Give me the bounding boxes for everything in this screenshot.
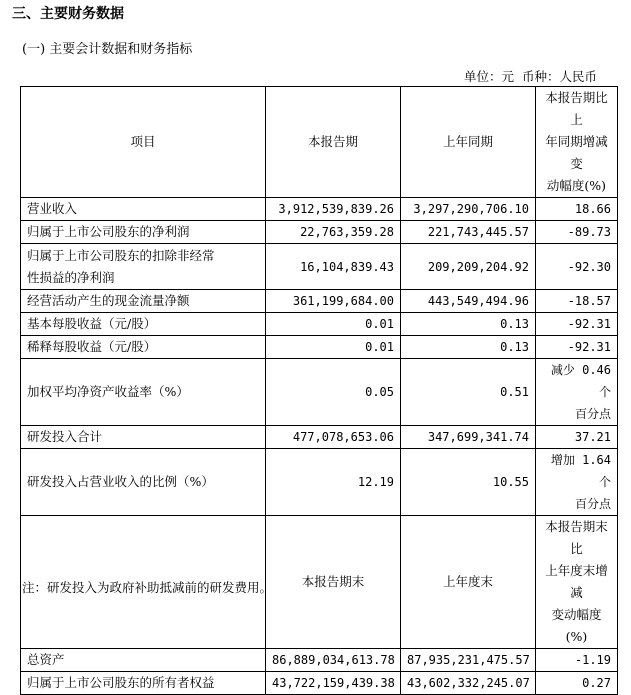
change-value (536, 221, 618, 244)
previous-value: 10.55 (401, 449, 536, 516)
change-value-line: 18.66 (574, 202, 611, 216)
change-value (536, 336, 618, 359)
change-value-line: 百分点 (574, 497, 611, 511)
row-label-line: 性损益的净利润 (27, 269, 115, 285)
current-value: 0.01 (266, 313, 401, 336)
table-row (21, 672, 618, 695)
change-value-line: 减少 0.46 个 (550, 363, 611, 399)
current-value: 477,078,653.06 (266, 426, 401, 449)
row-label (21, 336, 266, 359)
row-label (21, 359, 266, 426)
header-change-pct-period-end (536, 516, 618, 649)
change-value-line: -1.19 (574, 653, 611, 667)
row-label (21, 313, 266, 336)
current-value: 361,199,684.00 (266, 290, 401, 313)
change-value-line: -92.31 (567, 340, 611, 354)
row-label-line: 归属于上市公司股东的扣除非经常 (27, 247, 215, 263)
table-row (21, 336, 618, 359)
row-label-line: 营业收入 (27, 201, 78, 216)
row-label-line: 归属于上市公司股东的所有者权益 (27, 675, 215, 690)
section-title: 三、主要财务数据 (12, 6, 124, 22)
header-previous-year-end: 上年度末 (401, 516, 536, 649)
table-row (21, 359, 618, 426)
unit-currency-line: 单位：元 币种：人民币 (464, 69, 597, 84)
row-label (21, 426, 266, 449)
header-change-line: 上年度末增减 (545, 563, 608, 600)
row-label (21, 672, 266, 695)
change-value (536, 290, 618, 313)
change-value-line: -18.57 (567, 294, 611, 308)
change-value-line: 37.21 (574, 430, 611, 444)
row-label (21, 649, 266, 672)
change-value-line: -92.31 (567, 317, 611, 331)
current-value: 12.19 (266, 449, 401, 516)
row-label-line: 稀释每股收益（元/股） (27, 339, 157, 354)
row-label-line: 基本每股收益（元/股） (27, 316, 157, 331)
previous-value: 0.13 (401, 313, 536, 336)
table-row (21, 221, 618, 244)
change-value (536, 359, 618, 426)
period-end-section (21, 516, 618, 695)
current-value: 3,912,539,839.26 (266, 198, 401, 221)
table-row (21, 244, 618, 290)
current-value: 43,722,159,439.38 (266, 672, 401, 695)
header-current-period: 本报告期 (266, 87, 401, 198)
previous-value: 0.51 (401, 359, 536, 426)
row-label-line: 经营活动产生的现金流量净额 (27, 293, 190, 308)
current-value: 0.05 (266, 359, 401, 426)
header-change-line: 变动幅度(%) (551, 607, 602, 644)
change-value (536, 672, 618, 695)
header-change-line: 本报告期末比 (545, 519, 608, 556)
change-value (536, 313, 618, 336)
header-item: 项目 (21, 87, 266, 198)
footnote: 注：研发投入为政府补助抵减前的研发费用。 (22, 580, 273, 595)
subsection-title: (一) 主要会计数据和财务指标 (22, 42, 193, 57)
table-row (21, 649, 618, 672)
previous-value: 43,602,332,245.07 (401, 672, 536, 695)
change-value-line: 百分点 (574, 407, 611, 421)
current-value: 0.01 (266, 336, 401, 359)
table-row (21, 290, 618, 313)
change-value-line: -89.73 (567, 225, 611, 239)
change-value (536, 426, 618, 449)
table-row (21, 313, 618, 336)
table-row (21, 198, 618, 221)
header-current-period-end: 本报告期末 (266, 516, 401, 649)
table-row (21, 426, 618, 449)
financial-data-table (20, 86, 618, 695)
change-value-line: -92.30 (567, 259, 611, 274)
previous-value: 443,549,494.96 (401, 290, 536, 313)
header-change-line: 年同期增减变 (545, 134, 608, 171)
change-value (536, 198, 618, 221)
previous-value: 0.13 (401, 336, 536, 359)
row-label (21, 244, 266, 290)
table-row (21, 449, 618, 516)
previous-value: 3,297,290,706.10 (401, 198, 536, 221)
row-label-line: 加权平均净资产收益率（%） (27, 384, 189, 399)
change-value (536, 449, 618, 516)
row-label-line: 研发投入占营业收入的比例（%） (27, 474, 214, 489)
change-value-line: 0.27 (582, 676, 611, 690)
previous-value: 347,699,341.74 (401, 426, 536, 449)
row-label (21, 221, 266, 244)
header-change-line: 动幅度(%) (546, 178, 607, 193)
previous-value: 87,935,231,475.57 (401, 649, 536, 672)
header-change-line: 本报告期比上 (545, 90, 608, 127)
current-value: 22,763,359.28 (266, 221, 401, 244)
previous-value: 221,743,445.57 (401, 221, 536, 244)
row-label-line: 研发投入合计 (27, 429, 103, 444)
current-value: 16,104,839.43 (266, 244, 401, 290)
row-label (21, 449, 266, 516)
change-value-line: 增加 1.64 个 (550, 453, 611, 489)
change-value (536, 649, 618, 672)
row-label-line: 归属于上市公司股东的净利润 (27, 224, 190, 239)
row-label-line: 总资产 (27, 652, 65, 667)
current-period-section (21, 87, 618, 516)
header-previous-period: 上年同期 (401, 87, 536, 198)
change-value (536, 244, 618, 290)
current-value: 86,889,034,613.78 (266, 649, 401, 672)
row-label (21, 290, 266, 313)
row-label (21, 198, 266, 221)
header-row-period (21, 87, 618, 198)
header-change-pct (536, 87, 618, 198)
previous-value: 209,209,204.92 (401, 244, 536, 290)
